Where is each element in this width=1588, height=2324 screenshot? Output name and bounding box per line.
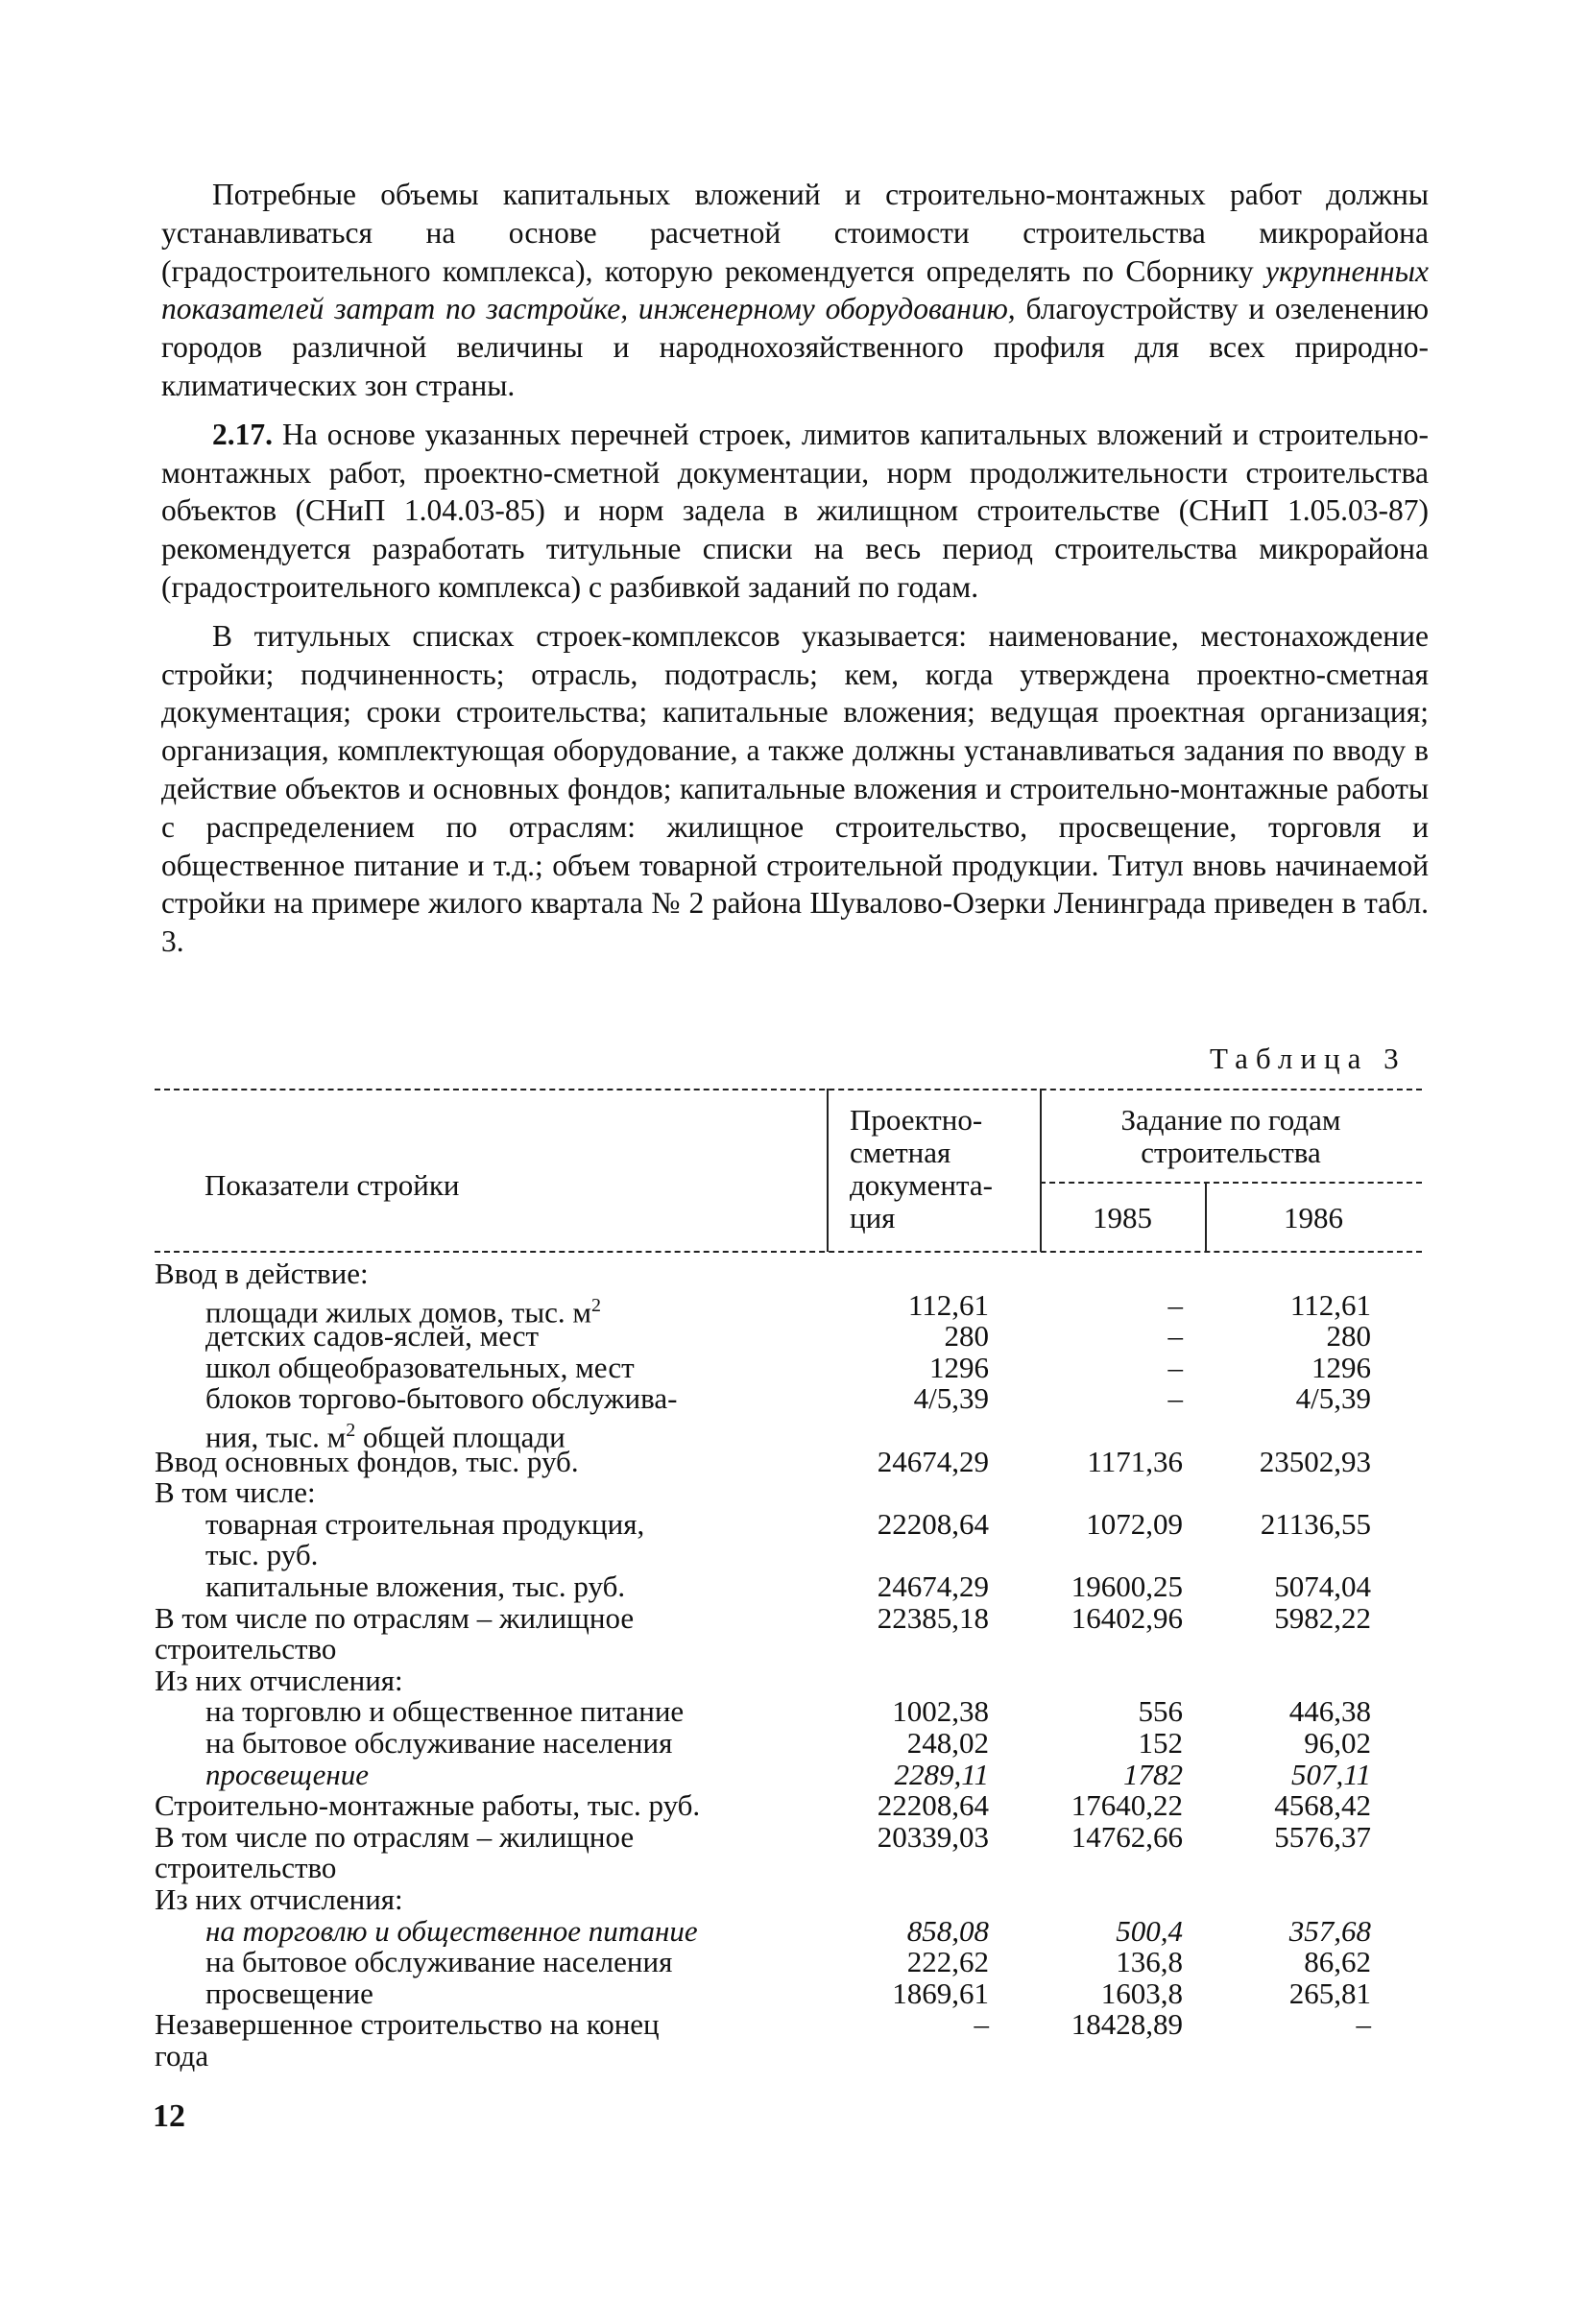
cell-y1986: 507,11 <box>1291 1757 1371 1791</box>
cell-y1986: 21136,55 <box>1260 1506 1371 1541</box>
cell-doc: – <box>974 2007 989 2042</box>
cell-y1985: – <box>1167 1319 1183 1354</box>
row-label <box>205 1695 684 1728</box>
table-column-divider <box>827 1089 829 1252</box>
table-header-split-rule <box>1040 1182 1422 1184</box>
row-label-text: строительство <box>155 1851 337 1885</box>
row-label-text: блоков торгово-бытового обслужива- <box>205 1381 678 1416</box>
row-label-text: Незавершенное строительство на конец <box>155 2007 660 2042</box>
row-label-text: Ввод основных фондов, тыс. руб. <box>155 1444 579 1478</box>
table-top-rule <box>155 1089 1422 1090</box>
row-label-text: Из них отчисления: <box>155 1663 403 1697</box>
paragraph-title-lists <box>161 416 1429 607</box>
cell-y1985: 18428,89 <box>1071 2007 1183 2042</box>
row-label-text: на торговлю и общественное питание <box>205 1694 685 1729</box>
row-label <box>155 2008 660 2041</box>
cell-doc: 1002,38 <box>892 1694 989 1729</box>
cell-y1985: 1072,09 <box>1086 1506 1183 1541</box>
cell-doc: 22385,18 <box>877 1600 989 1635</box>
header-doc-line: Проектно- <box>850 1103 983 1137</box>
row-label-text: общей площади <box>355 1420 565 1454</box>
cell-y1985: 152 <box>1138 1726 1183 1760</box>
row-label <box>155 1821 634 1854</box>
row-label <box>155 1602 634 1635</box>
row-label <box>205 1915 698 1948</box>
row-label <box>205 1539 318 1571</box>
unit-superscript: 2 <box>346 1420 356 1441</box>
cell-y1985: 19600,25 <box>1071 1569 1183 1603</box>
cell-y1985: – <box>1167 1350 1183 1384</box>
row-label-text: площади жилых домов, тыс. м <box>205 1294 592 1329</box>
row-label-text: строительство <box>155 1632 337 1666</box>
section-number: 2.17. <box>212 417 273 451</box>
cell-y1986: 86,62 <box>1304 1945 1371 1979</box>
cell-doc: 2289,11 <box>894 1757 989 1791</box>
header-doc-line: сметная <box>850 1136 951 1169</box>
cell-doc: 222,62 <box>906 1945 989 1979</box>
row-label-text: капитальные вложения, тыс. руб. <box>205 1569 626 1603</box>
cell-y1986: 4568,42 <box>1274 1788 1371 1823</box>
row-label <box>205 1727 672 1760</box>
cell-doc: 1869,61 <box>892 1976 989 2010</box>
cell-y1985: 1603,8 <box>1100 1976 1183 2010</box>
row-label-text: тыс. руб. <box>205 1538 319 1572</box>
cell-y1985: 16402,96 <box>1071 1600 1183 1635</box>
row-label-text: просвещение <box>205 1757 370 1791</box>
row-label <box>205 1352 635 1384</box>
row-label <box>155 1476 316 1509</box>
row-label <box>205 1570 625 1603</box>
row-label <box>155 1883 403 1916</box>
cell-y1986: 5982,22 <box>1274 1600 1371 1635</box>
cell-y1985: 500,4 <box>1116 1913 1183 1948</box>
row-label <box>155 1633 336 1665</box>
row-label <box>155 1446 579 1478</box>
header-year-1985: 1985 <box>1093 1201 1152 1234</box>
cell-y1985: 136,8 <box>1116 1945 1183 1979</box>
cell-doc: 858,08 <box>906 1913 989 1948</box>
cell-y1985: 1171,36 <box>1087 1444 1183 1478</box>
unit-superscript: 2 <box>591 1294 602 1316</box>
table-caption: Таблица 3 <box>1210 1042 1407 1075</box>
row-label <box>205 1946 672 1978</box>
cell-doc: 22208,64 <box>877 1506 989 1541</box>
cell-doc: 24674,29 <box>877 1444 989 1478</box>
paragraph-text: благоустройству и озеленению городов различной величины и народнохозяйственного профиля для всех природно-климатических зон страны. <box>161 292 1430 402</box>
row-label <box>205 1508 644 1541</box>
table-header-bottom-rule <box>155 1251 1422 1253</box>
header-task: строительства <box>1141 1136 1321 1169</box>
header-doc-line: ция <box>850 1201 896 1234</box>
cell-y1985: 556 <box>1138 1694 1183 1729</box>
row-label-text: на бытовое обслуживание населения <box>205 1945 673 1979</box>
cell-doc: 280 <box>944 1319 989 1354</box>
cell-y1986: – <box>1356 2007 1371 2042</box>
row-label-text: Ввод в действие: <box>155 1257 369 1290</box>
row-label <box>155 1665 403 1697</box>
cell-y1986: 5576,37 <box>1274 1819 1371 1854</box>
row-label-text: товарная строительная продукция, <box>205 1506 645 1541</box>
row-label-text: на торговлю и общественное питание <box>205 1913 698 1948</box>
page-number: 12 <box>153 2098 185 2134</box>
paragraph-text: На основе указанных перечней строек, лимитов капитальных вложений и строительно-монтажных работ, проектно-сметной документации, норм продолжительности строительства объектов (СНиП 1.04.03-85) и норм задела в жилищном строительстве (СНиП 1.05.03-87) рекомендуется разработать титульные списки на весь период строительства микрорайона (градостроительного комплекса) с разбивкой заданий по годам. <box>161 417 1429 604</box>
row-label-text: школ общеобразовательных, мест <box>205 1350 635 1384</box>
row-label-text: В том числе по отраслям – жилищное <box>155 1600 635 1635</box>
cell-y1985: 1782 <box>1123 1757 1183 1791</box>
row-label-text: В том числе по отраслям – жилищное <box>155 1819 635 1854</box>
header-task: Задание по годам <box>1120 1103 1341 1137</box>
row-label-text: детских садов-яслей, мест <box>205 1319 540 1354</box>
cell-doc: 248,02 <box>906 1726 989 1760</box>
cell-doc: 112,61 <box>907 1287 989 1322</box>
row-label-text: просвещение <box>205 1976 373 2010</box>
cell-doc: 20339,03 <box>877 1819 989 1854</box>
row-label <box>155 1258 369 1290</box>
cell-y1985: 17640,22 <box>1071 1788 1183 1823</box>
row-label-text: Строительно-монтажные работы, тыс. руб. <box>155 1788 701 1823</box>
cell-doc: 4/5,39 <box>913 1381 989 1416</box>
row-label <box>155 1852 336 1884</box>
cell-y1986: 1296 <box>1311 1350 1371 1384</box>
row-label-text: ния, тыс. м <box>205 1420 347 1454</box>
header-year-1986: 1986 <box>1284 1201 1343 1234</box>
cell-doc: 1296 <box>929 1350 989 1384</box>
row-label <box>155 2040 208 2072</box>
body-text <box>161 176 1429 961</box>
paragraph-text: Потребные объемы капитальных вложений и строительно-монтажных работ должны устанавливаться на основе расчетной стоимости строительства микрорайона (градостроительного комплекса), которую рекомендуется определять по Сборнику <box>161 178 1429 288</box>
row-label <box>205 1382 677 1415</box>
paragraph-italic-text: укрупненных показателей затрат по застройке, инженерному оборудованию, <box>161 253 1429 326</box>
cell-doc: 22208,64 <box>877 1788 989 1823</box>
row-label <box>205 1320 539 1353</box>
cell-y1986: 96,02 <box>1304 1726 1371 1760</box>
cell-y1985: – <box>1167 1381 1183 1416</box>
cell-y1986: 265,81 <box>1288 1976 1371 2010</box>
cell-doc: 24674,29 <box>877 1569 989 1603</box>
paragraph-capital-volumes <box>161 176 1429 405</box>
row-label-text: В том числе: <box>155 1475 316 1510</box>
cell-y1986: 357,68 <box>1288 1913 1371 1948</box>
cell-y1986: 112,61 <box>1289 1287 1371 1322</box>
row-label <box>155 1789 700 1822</box>
row-label <box>205 1977 373 2010</box>
cell-y1986: 23502,93 <box>1259 1444 1371 1478</box>
cell-y1986: 280 <box>1326 1319 1371 1354</box>
row-label-text: года <box>155 2039 209 2072</box>
cell-y1986: 446,38 <box>1288 1694 1371 1729</box>
row-label <box>205 1759 369 1791</box>
header-doc-line: документа- <box>850 1168 993 1202</box>
row-label-text: Из них отчисления: <box>155 1882 403 1916</box>
cell-y1985: – <box>1167 1287 1183 1322</box>
header-indicators: Показатели стройки <box>205 1168 460 1202</box>
paragraph-title-list-contents: В титульных списках строек-комплексов указывается: наименование, местонахождение стройки; подчиненность; отрасль, подотрасль; кем, когда утверждена проектно-сметная документация; сроки строительства; капитальные вложения; ведущая проектная организация; организация, комплектующая оборудование, а также должны устанавливаться задания по вводу в действие объектов и основных фондов; капитальные вложения и строительно-монтажные работы с распределением по отраслям: жилищное строительство, просвещение, торговля и общественное питание и т.д.; объем товарной строительной продукции. Титул вновь начинаемой стройки на примере жилого квартала № 2 района Шувалово-Озерки Ленинграда приведен в табл. 3. <box>161 618 1429 959</box>
cell-y1986: 4/5,39 <box>1295 1381 1371 1416</box>
cell-y1986: 5074,04 <box>1274 1569 1371 1603</box>
cell-y1985: 14762,66 <box>1071 1819 1183 1854</box>
row-label-text: на бытовое обслуживание населения <box>205 1726 673 1760</box>
